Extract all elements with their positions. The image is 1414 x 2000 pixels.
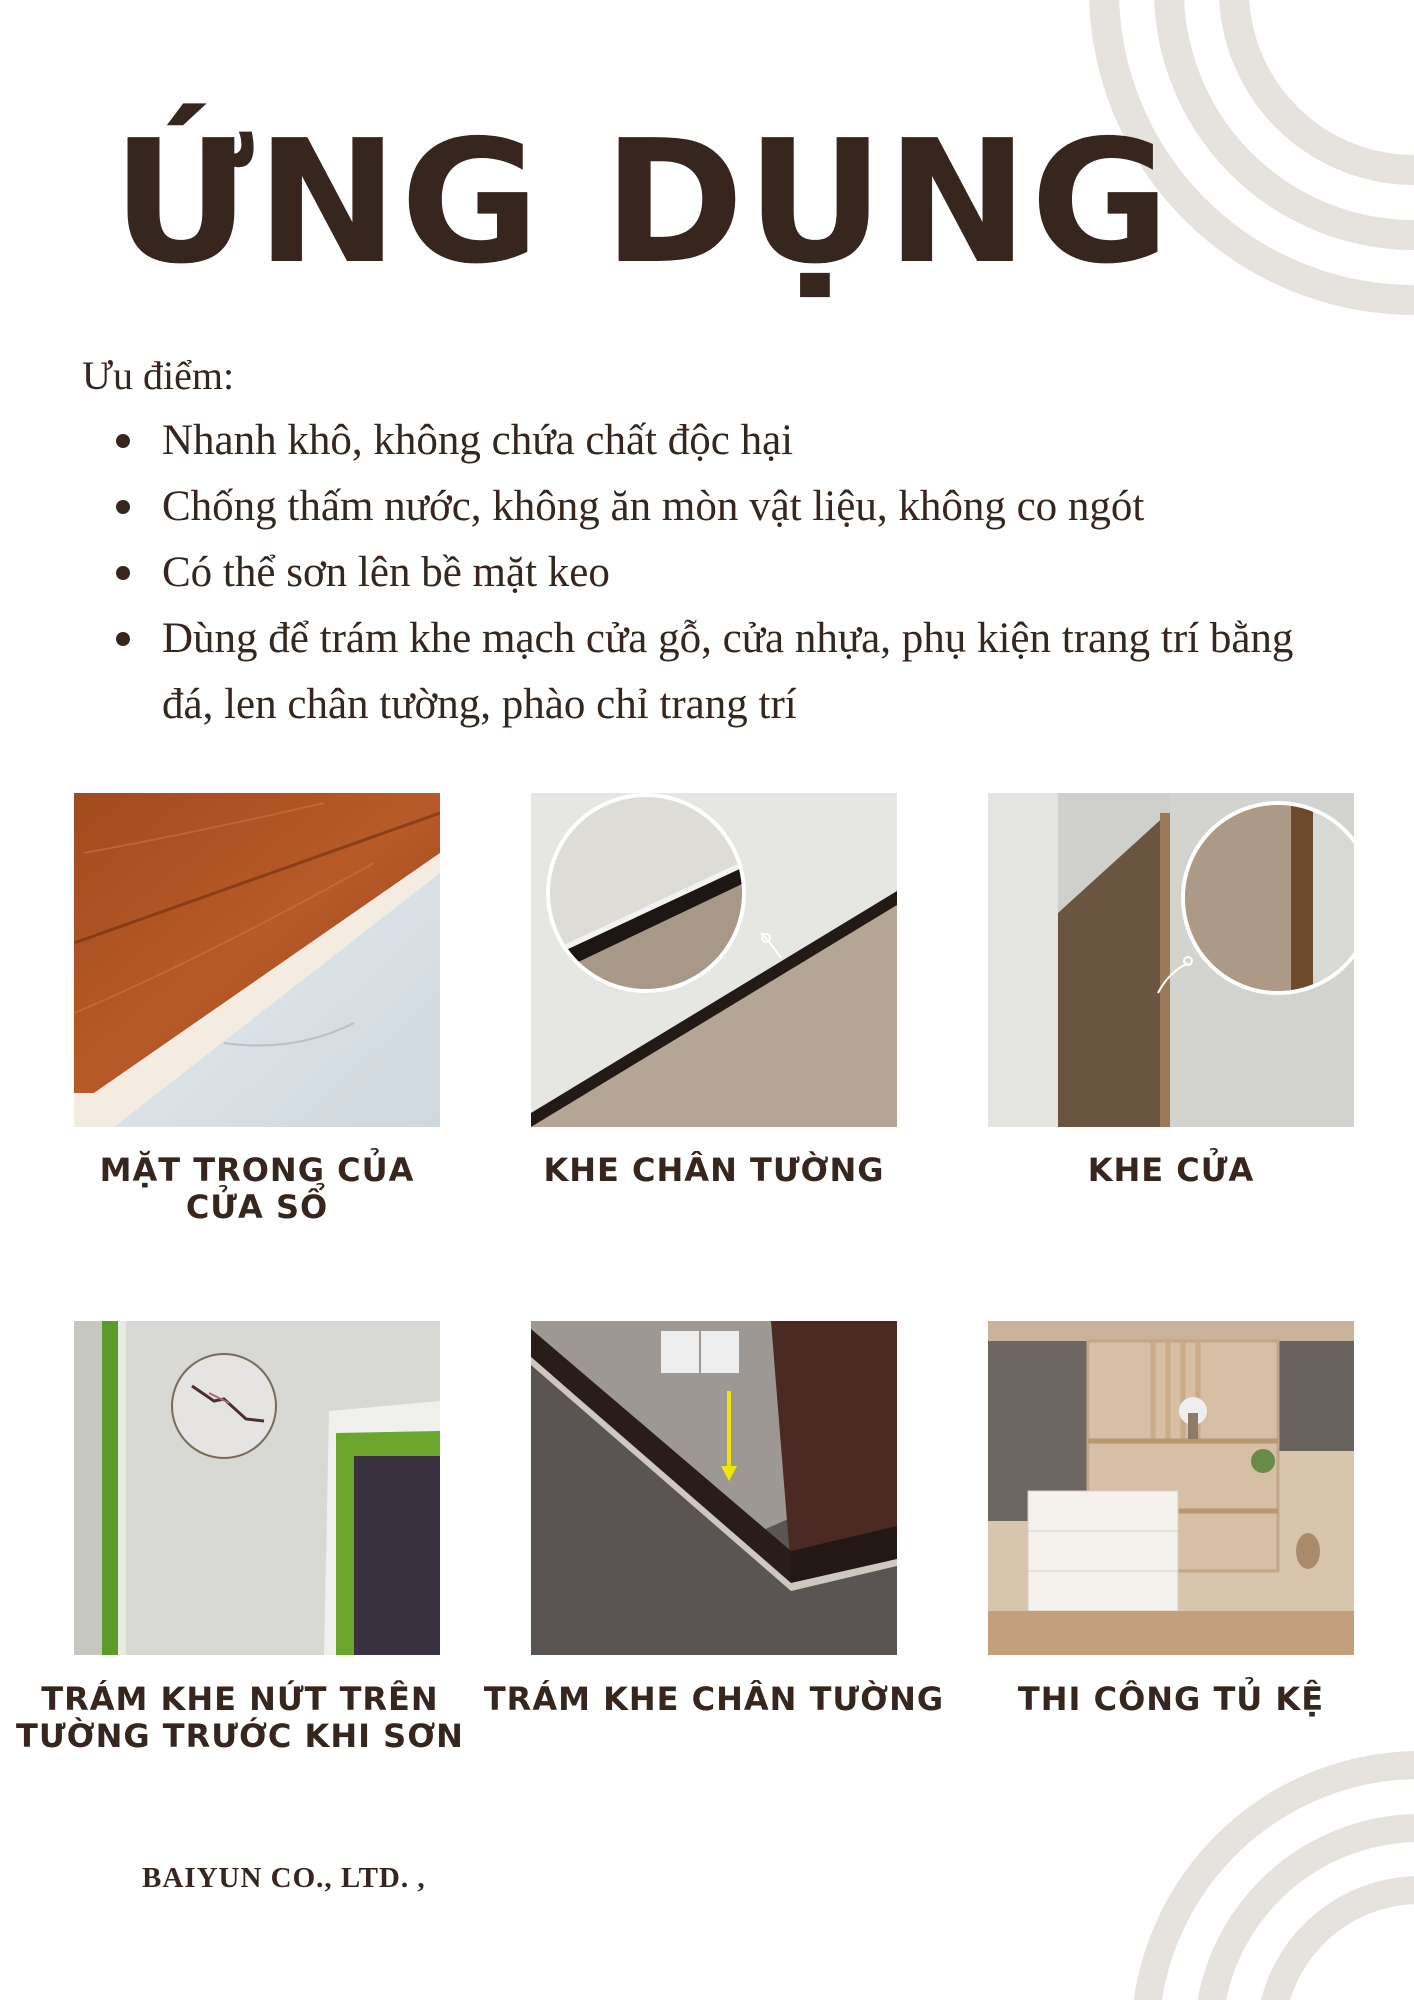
advantage-text: Nhanh khô, không chứa chất độc hại [162, 417, 794, 464]
caption-window-inner: MẶT TRONG CỦA CỬA SỔ [99, 1151, 415, 1226]
list-item [112, 474, 1312, 540]
caption-wall-base-gap: KHE CHÂN TƯỜNG [543, 1151, 885, 1189]
page-title: ỨNG DỤNG [112, 104, 1172, 302]
caption-cabinet-shelves: THI CÔNG TỦ KỆ [1017, 1680, 1325, 1718]
photo-wall-crack [74, 1321, 440, 1655]
caption-skirting-seal: TRÁM KHE CHÂN TƯỜNG [483, 1680, 945, 1718]
photo-door-gap [988, 793, 1354, 1127]
list-item [112, 540, 1312, 606]
advantages-list [112, 408, 1312, 738]
caption-wall-crack: TRÁM KHE NỨT TRÊN TƯỜNG TRƯỚC KHI SƠN [16, 1680, 464, 1755]
advantage-text: Có thể sơn lên bề mặt keo [162, 549, 610, 596]
bullet-icon [116, 434, 130, 448]
decorative-arcs-bottom-right [1090, 1740, 1414, 2000]
list-item [112, 408, 1312, 474]
list-item [112, 606, 1302, 738]
advantage-text: Dùng để trám khe mạch cửa gỗ, cửa nhựa, phụ kiện trang trí bằng đá, len chân tường, phào chỉ trang trí [162, 615, 1294, 728]
advantages-heading: Ưu điểm: [82, 353, 235, 398]
bullet-icon [116, 632, 130, 646]
bullet-icon [116, 500, 130, 514]
photo-window-inner [74, 793, 440, 1127]
photo-skirting-seal [531, 1321, 897, 1655]
photo-cabinet-shelves [988, 1321, 1354, 1655]
photo-wall-base-gap [531, 793, 897, 1127]
bullet-icon [116, 566, 130, 580]
advantage-text: Chống thấm nước, không ăn mòn vật liệu, không co ngót [162, 483, 1145, 530]
caption-door-gap: KHE CỬA [1087, 1151, 1255, 1189]
company-name: BAIYUN CO., LTD. , [142, 1862, 426, 1894]
